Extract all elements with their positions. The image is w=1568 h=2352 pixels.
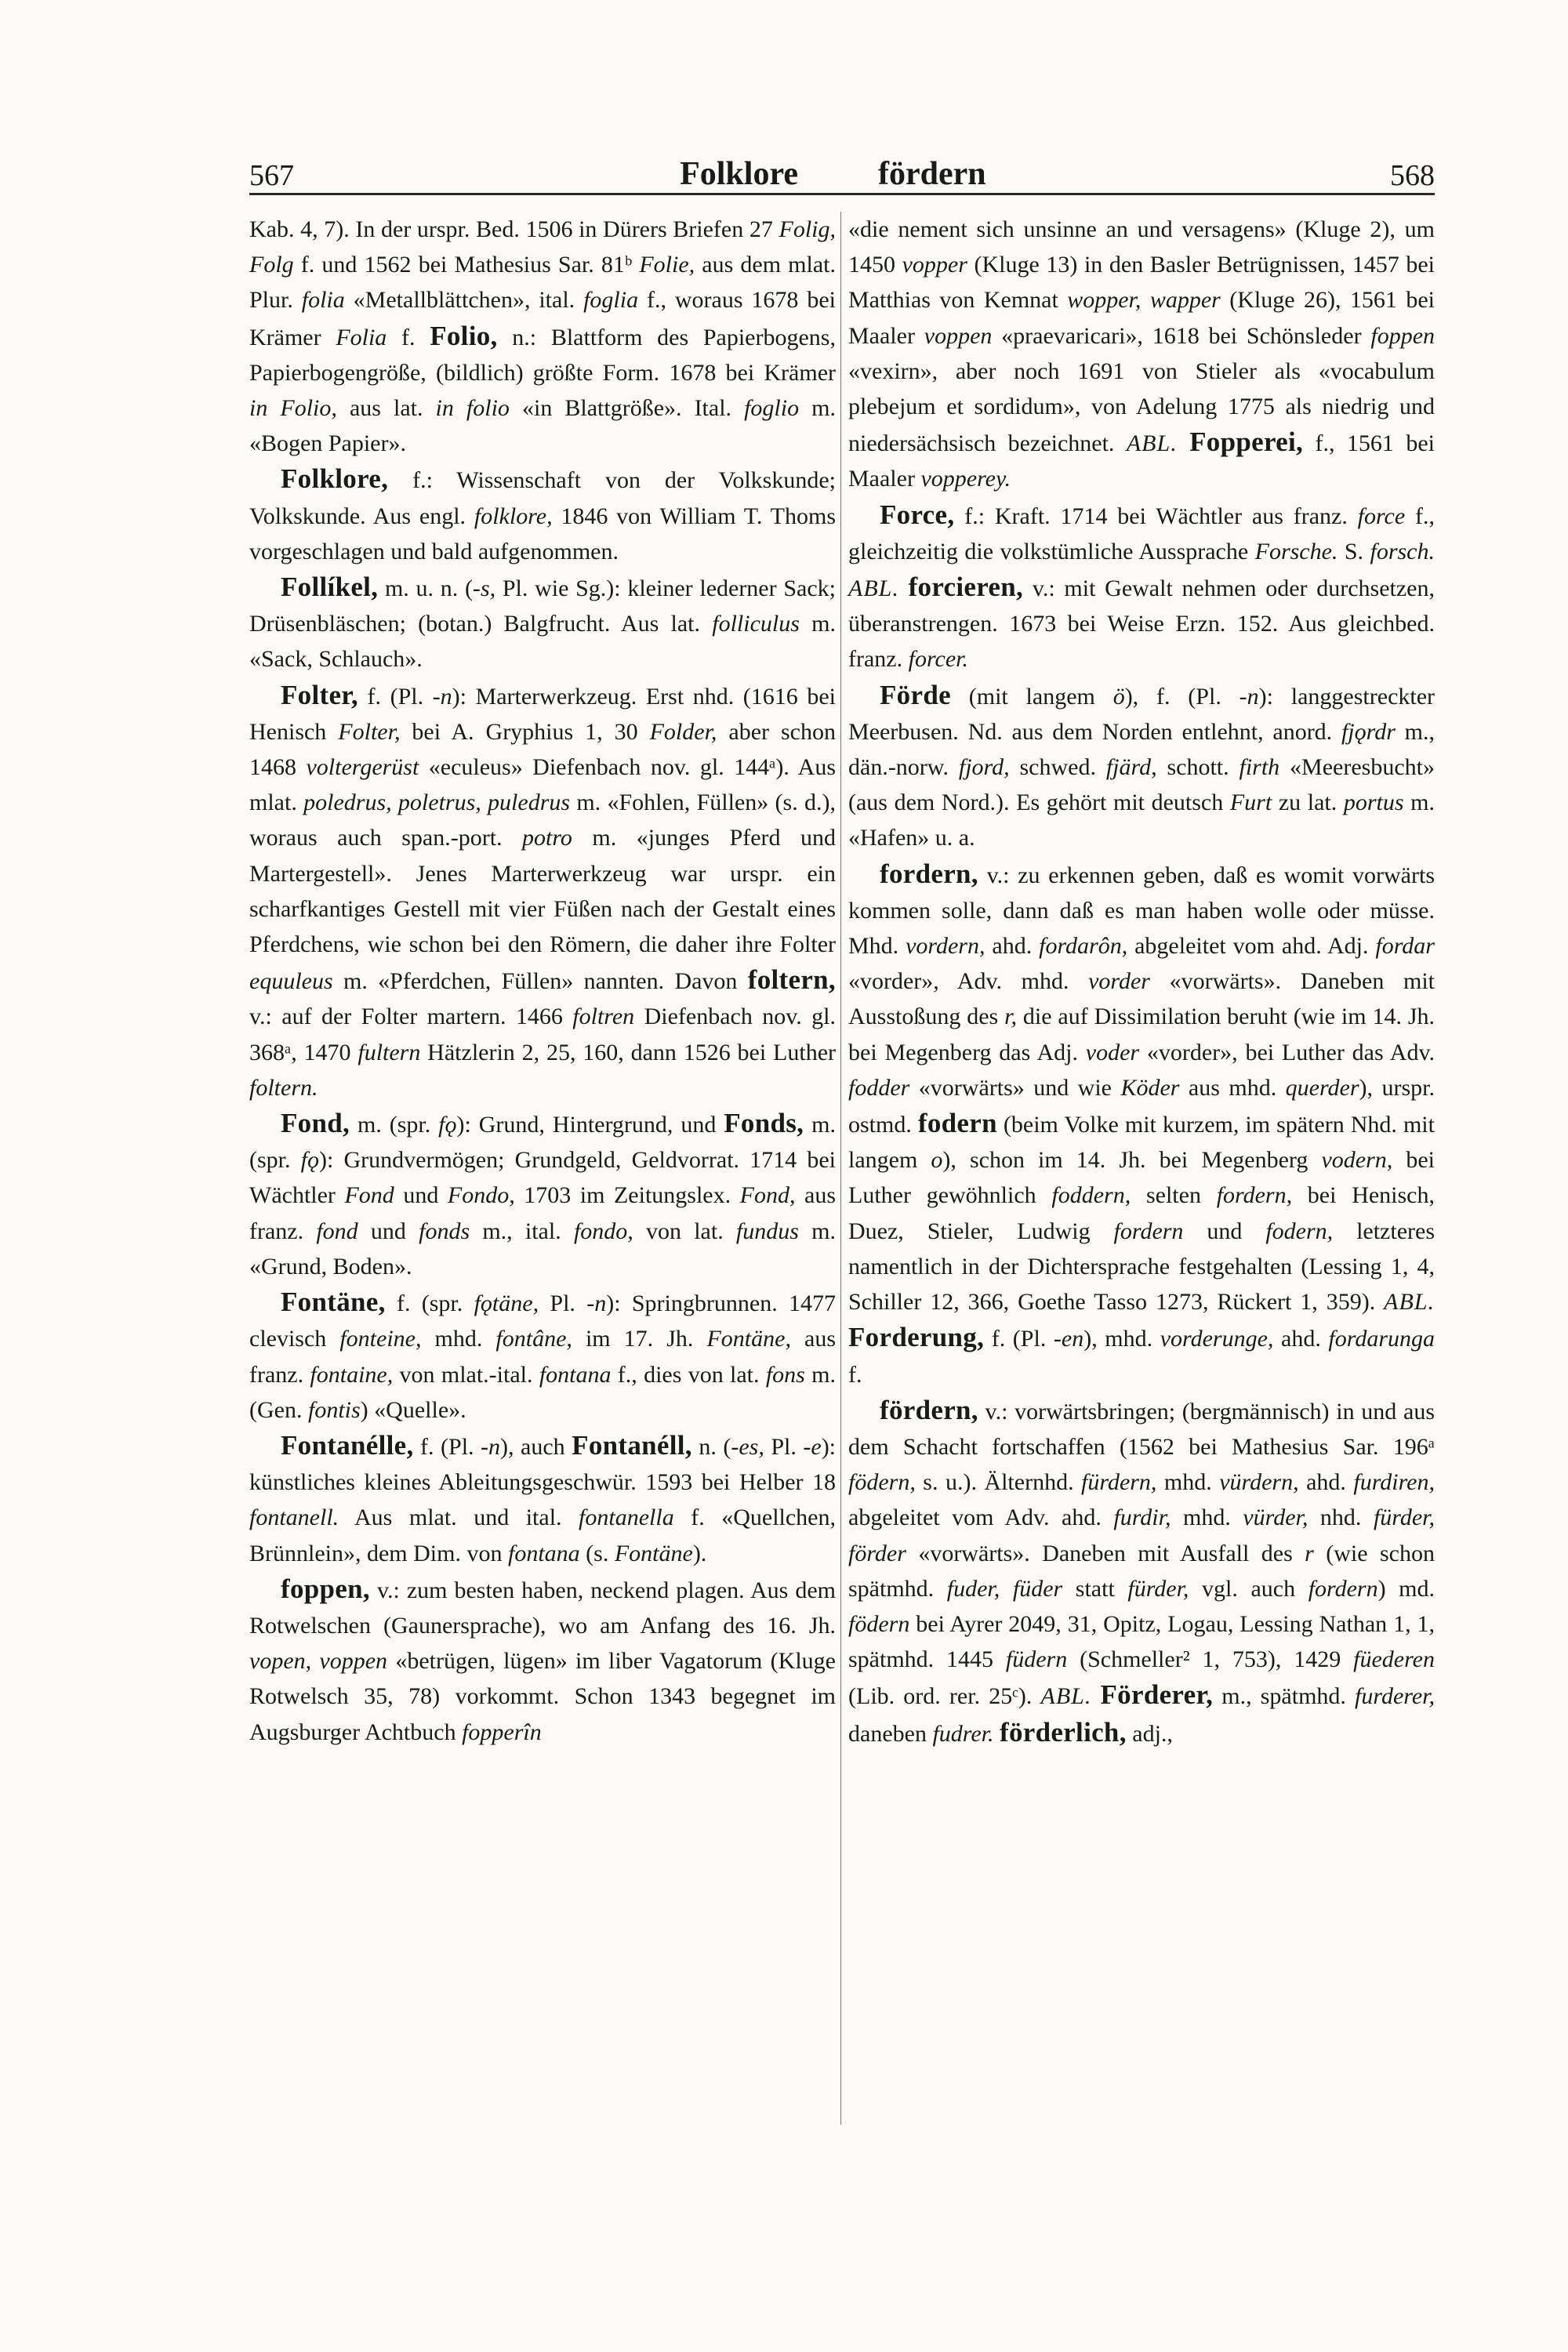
italic-form: Folder, [649, 718, 717, 745]
entry-text: ) md. [1377, 1575, 1435, 1602]
italic-form: fondo, [573, 1218, 633, 1244]
italic-form: fürder, [1127, 1575, 1189, 1602]
italic-form: fultern [358, 1039, 421, 1065]
italic-form: equuleus [249, 968, 333, 995]
entry-text: ): künstliches kleines Ableitungsgeschwür. 1593 bei Helber 18 [249, 1433, 837, 1496]
italic-form: fǫ [438, 1112, 457, 1138]
entry-text: adj., [1126, 1720, 1173, 1747]
italic-form: fordern [1113, 1218, 1184, 1244]
italic-form: fjord, [958, 754, 1010, 781]
italic-form: Folig, Folg [249, 216, 836, 278]
entry-text: im 17. Jh. [572, 1326, 707, 1352]
headword: fodern [917, 1108, 997, 1139]
entry-text: m. (Gen. [249, 1361, 836, 1423]
entry-text: bei A. Gryphius 1, 30 [400, 718, 650, 745]
dictionary-entry-folie-cont [249, 212, 836, 461]
dictionary-entry-fond [249, 1105, 836, 1284]
abl-marker: ABL. [1384, 1289, 1435, 1316]
entry-text: aber schon 1468 [249, 718, 836, 781]
column-divider [840, 212, 841, 2125]
italic-form: r [1305, 1540, 1314, 1566]
entry-text: von mlat.-ital. [393, 1361, 539, 1388]
entry-text: 1703 im Zeitungslex. [514, 1182, 740, 1209]
italic-form: portus [1343, 789, 1404, 816]
italic-form: foglia [583, 287, 639, 314]
entry-text: m. «Grund, Boden». [249, 1218, 836, 1279]
entry-text: «vorder», bei Luther das Adv. [1139, 1039, 1436, 1065]
abl-marker: ABL. [848, 575, 899, 602]
entry-text: bei Luther gewöhnlich [848, 1147, 1436, 1209]
entry-text: Diefenbach nov. gl. 368ᵃ, 1470 [249, 1004, 836, 1065]
entry-text: m. «Pferdchen, Füllen» nannten. Davon [332, 968, 748, 995]
entry-text: f. (Pl. - [358, 683, 441, 710]
italic-form: Fond, [739, 1182, 796, 1209]
dictionary-entry-folter [249, 677, 836, 1105]
italic-form: vordern, [906, 933, 985, 960]
italic-form: Fontäne, [706, 1326, 791, 1352]
italic-form: vodern, [1321, 1147, 1393, 1174]
entry-text: «vorwärts». Daneben mit Ausstoßung des [848, 968, 1435, 1030]
entry-text: ahd. [985, 933, 1040, 960]
italic-form: fǫ [300, 1147, 320, 1174]
italic-form: fodern, [1265, 1218, 1334, 1244]
entry-text: f., woraus 1678 bei Krämer [249, 287, 836, 350]
italic-form: forcer. [908, 646, 969, 673]
italic-form: forsch. [1370, 538, 1435, 564]
italic-form: fordar [1375, 933, 1435, 960]
headword: Forderung, [848, 1322, 985, 1353]
entry-text: m. (spr. [249, 1112, 836, 1174]
italic-form: fuder, füder [946, 1575, 1063, 1602]
dictionary-entry-fontaene [249, 1284, 836, 1428]
entry-text: nhd. [1308, 1504, 1374, 1531]
entry-text: f. (Pl. - [984, 1326, 1062, 1352]
italic-form: foltern. [249, 1074, 318, 1101]
entry-text: ): Grundvermögen; Grundgeld, Geldvorrat. 1714 bei Wächtler [249, 1147, 836, 1209]
italic-form: fǫtäne, [474, 1290, 539, 1317]
entry-text: m. «Hafen» u. a. [848, 789, 1435, 851]
entry-text: aus lat. [336, 395, 436, 422]
abl-marker: ABL. [1126, 430, 1178, 457]
entry-text: f., gleichzeitig die volkstümliche Aussprache [848, 503, 1435, 564]
italic-form: födern [848, 1610, 910, 1637]
italic-form: furderer, [1355, 1683, 1435, 1710]
italic-form: fons [765, 1361, 805, 1388]
entry-text: «Meeresbucht» (aus dem Nord.). Es gehört mit deutsch [848, 754, 1435, 816]
entry-text: ): Marterwerkzeug. Erst nhd. (1616 bei Henisch [249, 683, 836, 745]
entry-text: die auf Dissimilation beruht (wie im 14. Jh. bei Megenberg das Adj. [848, 1004, 1436, 1065]
entry-text: aus dem mlat. Plur. [249, 252, 836, 314]
italic-form: fond [316, 1218, 358, 1244]
italic-form: potro [522, 825, 572, 851]
italic-form: fontis [307, 1396, 361, 1423]
entry-text: aus franz. [249, 1182, 837, 1244]
headword: Follíkel, [281, 572, 379, 603]
italic-form: fudrer. [932, 1720, 994, 1747]
entry-text: m. (spr. [350, 1112, 439, 1138]
dictionary-entry-force [848, 497, 1435, 677]
italic-form: Folter, [338, 718, 401, 745]
entry-text: f. [848, 1361, 862, 1388]
entry-text: m., spätmhd. [1213, 1683, 1356, 1710]
entry-text: bei Ayrer 2049, 31, Opitz, Logau, Lessing Nathan 1, 1, spätmhd. 1445 [848, 1610, 1435, 1673]
italic-form: fontaine, [310, 1361, 394, 1388]
headword: Fond, [281, 1108, 350, 1139]
italic-form: n [488, 1433, 501, 1460]
entry-text: ), urspr. ostmd. [848, 1074, 1435, 1138]
entry-text: zu lat. [1272, 789, 1344, 816]
italic-form: fjǫrdr [1341, 718, 1396, 745]
dictionary-entry-foerdern [848, 1392, 1435, 1751]
entry-text: f. «Quellchen, Brünnlein», dem Dim. von [249, 1504, 836, 1566]
italic-form: vopperey. [920, 466, 1011, 492]
italic-form: Fontäne [614, 1540, 693, 1566]
page-header [249, 146, 1435, 195]
entry-text [994, 1721, 1000, 1747]
entry-text [1178, 430, 1189, 456]
italic-form: fordarôn, [1039, 933, 1128, 960]
italic-form: fürdern, [1081, 1469, 1157, 1496]
entry-text: ), auch [500, 1433, 572, 1460]
italic-form: e [811, 1433, 822, 1460]
entry-text: f. und 1562 bei Mathesius Sar. 81ᵇ [293, 252, 640, 278]
italic-form: folklore, [474, 503, 553, 529]
entry-text: «vorder», Adv. mhd. [848, 968, 1089, 995]
entry-text: 1846 von William T. Thoms vorgeschlagen und bald aufgenommen. [249, 503, 836, 564]
entry-text: ). [692, 1540, 707, 1566]
entry-text: m., dän.-norw. [848, 718, 1435, 781]
dictionary-entry-foppen [249, 1571, 836, 1750]
entry-text: (mit langem [950, 683, 1113, 710]
dictionary-entry-foppen-cont [848, 212, 1435, 497]
entry-text: schott. [1156, 754, 1240, 781]
entry-text: (beim Volke mit kurzem, im spätern Nhd. mit langem [848, 1112, 1435, 1174]
entry-text: Aus mlat. und ital. [339, 1504, 579, 1531]
entry-text: ): langgestreckter Meerbusen. Nd. aus dem Norden entlehnt, anord. [848, 683, 1436, 745]
italic-form: voltergerüst [306, 754, 419, 781]
entry-text: «vorwärts» und wie [909, 1074, 1121, 1101]
italic-form: r, [1004, 1004, 1017, 1030]
entry-text: Pl. wie Sg.): kleiner lederner Sack; Drüsenbläschen; (botan.) Balgfrucht. Aus lat. [249, 575, 836, 637]
left-column [249, 212, 836, 1750]
italic-form: fürder, förder [848, 1504, 1435, 1566]
dictionary-entry-folklore [249, 461, 836, 569]
entry-text: s. u.). Älternhd. [915, 1469, 1082, 1496]
entry-text: m. «Bogen Papier». [249, 395, 836, 457]
italic-form: fopperîn [462, 1719, 542, 1745]
entry-text: «praevaricari», 1618 bei Schönsleder [992, 322, 1371, 349]
entry-text: m. «Sack, Schlauch». [249, 611, 836, 673]
italic-form: force [1357, 503, 1406, 529]
italic-form: en [1061, 1326, 1084, 1352]
entry-text: m., ital. [470, 1218, 574, 1244]
headword: Förderer, [1100, 1679, 1214, 1711]
italic-form: fordarunga [1328, 1326, 1435, 1352]
entry-text: (s. [579, 1540, 615, 1566]
entry-text: f. (spr. [385, 1290, 474, 1317]
entry-text: «betrügen, lügen» im liber Vagatorum (Kluge Rotwelsch 35, 78) vorkommt. Schon 1343 begegnet im Augsburger Achtbuch [249, 1648, 836, 1745]
entry-text: (Schmeller² 1, 753), 1429 [1067, 1646, 1354, 1673]
entry-text: f., dies von lat. [611, 1361, 766, 1388]
entry-text: «eculeus» Diefenbach nov. gl. 144ᵃ). Aus mlat. [249, 754, 836, 816]
dictionary-entry-foerde [848, 677, 1435, 856]
entry-text: «die nement sich unsinne an und versagens» (Kluge 2), um 1450 [848, 216, 1435, 278]
italic-form: querder [1285, 1074, 1359, 1101]
italic-form: ö [1112, 683, 1125, 710]
italic-form: s, [480, 575, 496, 602]
italic-form: foppen [1370, 322, 1436, 349]
entry-text: «vexirn», aber noch 1691 von Stieler als «vocabulum plebejum et sordidum», von Adelung 1775 als niedrig und niedersächsisch bezeichnet. [848, 358, 1435, 457]
entry-text: Pl. - [539, 1290, 595, 1317]
italic-form: Fond [344, 1182, 394, 1209]
entry-text: vgl. auch [1189, 1575, 1308, 1602]
entry-text: «in Blattgröße». Ital. [509, 395, 745, 422]
italic-form: wopper, wapper [1067, 287, 1221, 314]
entry-text: ) «Quelle». [360, 1396, 466, 1423]
italic-form: Furt [1229, 789, 1272, 816]
entry-text: mhd. [421, 1326, 496, 1352]
entry-text: abgeleitet vom Adv. ahd. [848, 1504, 1114, 1531]
italic-form: fordern, [1216, 1182, 1293, 1209]
italic-form: in folio [435, 395, 510, 422]
entry-text: v.: vorwärtsbringen; (bergmännisch) in und aus dem Schacht fortschaffen (1562 bei Mathesius Sar. 196ᵃ [848, 1398, 1435, 1460]
entry-text: daneben [848, 1720, 933, 1747]
entry-text: letzteres namentlich in der Dichtersprache festgehalten (Lessing 1, 4, Schiller 12, 366, Goethe Tasso 1273, Rückert 1, 359). [848, 1218, 1436, 1316]
entry-text [899, 575, 909, 601]
headword: fordern, [880, 858, 978, 889]
entry-text: v.: zu erkennen geben, daß es womit vorwärts kommen solle, dann daß es man haben wolle oder müsse. Mhd. [848, 862, 1435, 960]
entry-text: f. (Pl. - [413, 1433, 489, 1460]
italic-form: födern, [848, 1469, 916, 1496]
abl-marker: ABL. [1040, 1683, 1092, 1710]
right-guide-word: fördern [878, 156, 986, 192]
headword: Fontanéll, [572, 1429, 692, 1461]
dictionary-entry-fordern [848, 856, 1435, 1392]
italic-form: foltren [572, 1004, 635, 1030]
left-guide-word: Folklore [680, 156, 798, 192]
entry-text: «vorwärts». Daneben mit Ausfall des [906, 1540, 1305, 1566]
headword: Förde [880, 679, 951, 710]
italic-form: n [440, 683, 452, 710]
italic-form: fjärd, [1105, 754, 1157, 781]
entry-text: mhd. [1171, 1504, 1243, 1531]
entry-text: Kab. 4, 7). In der urspr. Bed. 1506 in Dürers Briefen 27 [249, 216, 779, 242]
italic-form: fodder [848, 1074, 910, 1101]
italic-form: folia [301, 287, 345, 314]
entry-text: (Kluge 26), 1561 bei Maaler [848, 287, 1435, 349]
entry-text: und [1183, 1218, 1266, 1244]
italic-form: fonds [419, 1218, 470, 1244]
italic-form: folliculus [712, 611, 800, 637]
entry-text: Pl. - [764, 1433, 811, 1460]
entry-text: abgeleitet vom ahd. Adj. [1127, 933, 1376, 960]
italic-form: fordern [1308, 1575, 1378, 1602]
headword: forcieren, [908, 572, 1024, 603]
entry-text: mhd. [1156, 1469, 1220, 1496]
entry-text: S. [1338, 538, 1370, 564]
italic-form: furdir, [1113, 1504, 1171, 1531]
entry-text: n. (- [691, 1433, 739, 1460]
italic-form: foglio [744, 395, 800, 422]
entry-text: (wie schon spätmhd. [848, 1540, 1435, 1602]
entry-text: «Metallblättchen», ital. [344, 287, 584, 314]
headword: Folio, [430, 320, 498, 351]
italic-form: poledrus, poletrus, puledrus [303, 789, 571, 816]
italic-form: füederen [1353, 1646, 1435, 1673]
entry-text: v.: auf der Folter martern. 1466 [249, 1004, 573, 1030]
italic-form: Köder [1120, 1074, 1180, 1101]
entry-text: f., 1561 bei Maaler [848, 430, 1435, 492]
entry-text [1091, 1683, 1100, 1709]
italic-form: fundus [735, 1218, 799, 1244]
entry-text: ), mhd. [1083, 1326, 1160, 1352]
italic-form: firth [1239, 754, 1280, 781]
italic-form: vopen, voppen [249, 1648, 388, 1675]
left-page-number: 567 [249, 159, 294, 192]
italic-form: fontana [507, 1540, 580, 1566]
headword: förderlich, [1000, 1716, 1127, 1748]
dictionary-entry-follikel [249, 569, 836, 677]
italic-form: fontâne, [495, 1326, 572, 1352]
entry-text: und [358, 1218, 419, 1244]
italic-form: foddern, [1051, 1182, 1131, 1209]
italic-form: Forsche. [1254, 538, 1338, 564]
entry-text: statt [1062, 1575, 1128, 1602]
italic-form: n [1247, 683, 1259, 710]
italic-form: fonteine, [339, 1326, 422, 1352]
italic-form: Folie, [639, 252, 695, 278]
headword: Folter, [281, 679, 358, 710]
italic-form: o [931, 1147, 943, 1174]
headword: Folklore, [281, 463, 389, 495]
headword: Fonds, [724, 1108, 804, 1139]
italic-form: Fondo, [447, 1182, 515, 1209]
right-page-number: 568 [1390, 159, 1435, 192]
header-left [249, 155, 829, 193]
italic-form: voder [1085, 1039, 1140, 1065]
italic-form: vopper [902, 252, 967, 278]
headword: foltern, [747, 964, 836, 996]
italic-form: vürdern, [1219, 1469, 1299, 1496]
entry-text: ): Grund, Hintergrund, und [456, 1112, 724, 1138]
entry-text: f. [387, 324, 430, 350]
dictionary-entry-fontanelle [249, 1428, 836, 1571]
entry-text: f.: Wissenschaft von der Volkskunde; Volkskunde. Aus engl. [249, 467, 836, 529]
entry-text: Hätzlerin 2, 25, 160, dann 1526 bei Luther [420, 1039, 836, 1065]
entry-text: ), f. (Pl. - [1124, 683, 1247, 710]
headword: fördern, [880, 1394, 978, 1425]
entry-text: ahd. [1273, 1326, 1329, 1352]
entry-text: m. «Fohlen, Füllen» (s. d.), woraus auch span.-port. [249, 789, 836, 851]
entry-text: v.: mit Gewalt nehmen oder durchsetzen, überanstrengen. 1673 bei Weise Erzn. 152. Aus gleichbed. franz. [848, 575, 1436, 673]
entry-text: ): Springbrunnen. 1477 clevisch [249, 1290, 836, 1352]
italic-form: fontanell. [249, 1504, 339, 1531]
italic-form: n [594, 1290, 607, 1317]
entry-text: ), schon im 14. Jh. bei Megenberg [942, 1147, 1322, 1174]
header-right [855, 155, 1435, 193]
italic-form: es, [739, 1433, 764, 1460]
entry-text: (Lib. ord. rer. 25ᶜ). [848, 1683, 1041, 1710]
headword: Fopperei, [1189, 426, 1304, 458]
italic-form: fontana [539, 1361, 612, 1388]
headword: foppen, [281, 1573, 370, 1604]
headword: Force, [880, 499, 955, 530]
italic-form: vürder, [1243, 1504, 1308, 1531]
headword: Fontanélle, [281, 1429, 414, 1461]
entry-text: aus mhd. [1179, 1074, 1286, 1101]
italic-form: furdiren, [1353, 1469, 1435, 1496]
italic-form: fontanella [579, 1504, 674, 1531]
italic-form: vorder [1088, 968, 1150, 995]
italic-form: vorderunge, [1160, 1326, 1274, 1352]
entry-text: ahd. [1298, 1469, 1354, 1496]
entry-text: schwed. [1009, 754, 1106, 781]
italic-form: Folia [336, 324, 387, 350]
entry-text: n.: Blattform des Papierbogens, Papierbogengröße, (bildlich) größte Form. 1678 bei Krämer [249, 324, 836, 386]
italic-form: voppen [924, 322, 993, 349]
entry-text: und [394, 1182, 448, 1209]
italic-form: füdern [1005, 1646, 1068, 1673]
entry-text: v.: zum besten haben, neckend plagen. Aus dem Rotwelschen (Gaunersprache), wo am Anfang des 16. Jh. [249, 1577, 836, 1639]
entry-text: m. u. n. (- [378, 575, 481, 602]
entry-text: bei Henisch, Duez, Stieler, Ludwig [848, 1182, 1435, 1244]
right-column [848, 212, 1435, 1751]
entry-text: (Kluge 13) in den Basler Betrügnissen, 1457 bei Matthias von Kemnat [848, 252, 1436, 314]
italic-form: in Folio, [249, 395, 337, 422]
entry-text: von lat. [633, 1218, 736, 1244]
entry-text: m. «junges Pferd und Martergestell». Jenes Marterwerkzeug war urspr. ein scharfkantiges Gestell mit vier Füßen nach der Gestalt eines Pferdchens, wie schon bei den Römern, die daher ihre Folter [249, 825, 836, 958]
headword: Fontäne, [281, 1287, 386, 1318]
entry-text: aus franz. [249, 1326, 836, 1388]
entry-text: selten [1131, 1182, 1217, 1209]
entry-text: f.: Kraft. 1714 bei Wächtler aus franz. [954, 503, 1358, 529]
